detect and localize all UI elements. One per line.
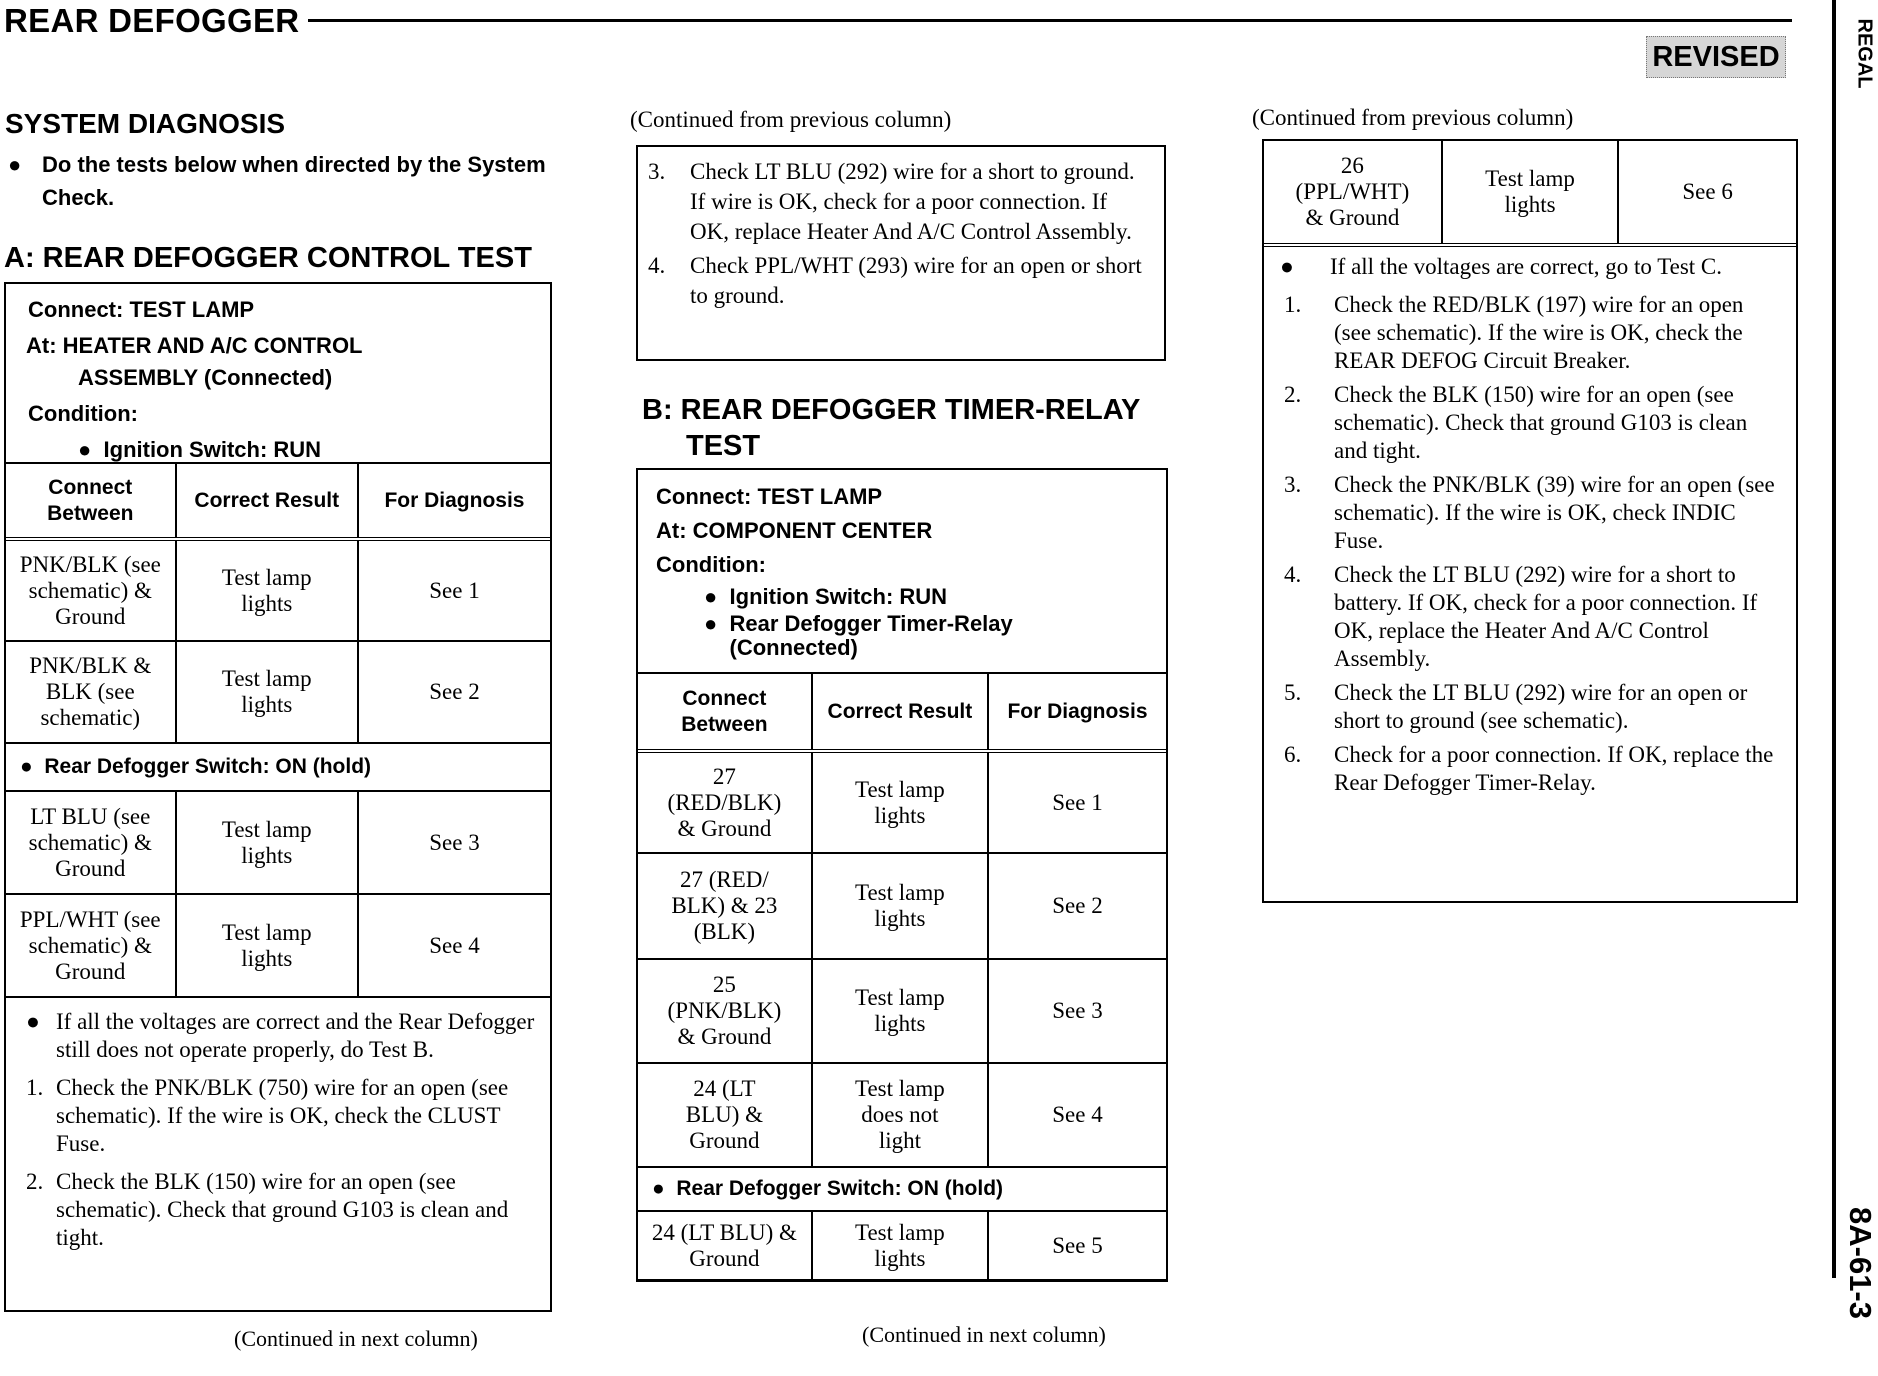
test-b-table-continued (1262, 139, 1798, 247)
table-row (637, 1063, 1167, 1167)
continued-from: (Continued from previous column) (630, 107, 952, 132)
cell-result: Test lamp lights (176, 641, 358, 743)
cell-connect: 27 (RED/ BLK) & 23 (BLK) (637, 853, 812, 959)
cell-diagnosis: See 2 (358, 641, 551, 743)
step-item: 6. Check for a poor connection. If OK, replace the Rear Defogger Timer-Relay. (1284, 742, 1774, 795)
test-a-notes (6, 998, 550, 1252)
col3-notes (1264, 247, 1796, 797)
table-row (637, 1211, 1167, 1281)
test-b-connect: Connect: TEST LAMP (656, 484, 883, 509)
bullet-icon: ● (8, 152, 22, 177)
table-row (637, 853, 1167, 959)
test-a-heading: A: REAR DEFOGGER CONTROL TEST (4, 242, 532, 274)
bullet-icon: ● (652, 1177, 677, 1200)
continued-from: (Continued from previous column) (1252, 105, 1574, 130)
cell-connect: 26 (PPL/WHT) & Ground (1263, 140, 1442, 245)
cell-result: Test lamp lights (176, 539, 358, 641)
table-row (5, 539, 551, 641)
cell-diagnosis: See 3 (988, 959, 1167, 1063)
cell-diagnosis: See 3 (358, 791, 551, 894)
cell-diagnosis: See 2 (988, 853, 1167, 959)
test-b-heading: B: REAR DEFOGGER TIMER-RELAY TEST (642, 394, 1141, 462)
col-header: Correct Result (176, 463, 358, 539)
cell-result: Test lamp lights (176, 791, 358, 894)
side-label: REGAL (1853, 18, 1876, 89)
test-b-box (636, 468, 1168, 1281)
cell-diagnosis: See 4 (358, 894, 551, 997)
test-a-at: At: HEATER AND A/C CONTROL (26, 333, 363, 358)
cell-connect: 24 (LT BLU) & Ground (637, 1211, 812, 1281)
system-diagnosis-instruction: ● Do the tests below when directed by the System Check. (8, 148, 560, 214)
test-a-setup (6, 284, 550, 462)
revised-badge: REVISED (1646, 36, 1786, 78)
step-item: 5. Check the LT BLU (292) wire for an open or short to ground (see schematic). (1284, 680, 1748, 733)
bullet-icon: ● (1280, 254, 1294, 279)
page-title: REAR DEFOGGER (4, 2, 300, 39)
switch-note: ● Rear Defogger Switch: ON (hold) (5, 743, 551, 791)
cell-diagnosis: See 5 (988, 1211, 1167, 1281)
cell-connect: PNK/BLK (see schematic) & Ground (5, 539, 176, 641)
test-b-setup (638, 470, 1166, 672)
table-row (5, 641, 551, 743)
cell-diagnosis: See 6 (1618, 140, 1797, 245)
cell-diagnosis: See 1 (358, 539, 551, 641)
continued-next: (Continued in next column) (862, 1322, 1106, 1347)
bullet-note: ● If all the voltages are correct, go to Test C. (1280, 254, 1723, 279)
col-header: Connect Between (5, 463, 176, 539)
step-item: 1. Check the RED/BLK (197) wire for an open (see schematic). If the wire is OK, check the REAR DEFOG Circuit Breaker. (1284, 292, 1744, 373)
col-header: Correct Result (812, 673, 988, 751)
bullet-icon: ● (704, 611, 730, 636)
cell-result: Test lamp lights (176, 894, 358, 997)
bullet-icon: ● (26, 1009, 40, 1034)
cell-connect: LT BLU (see schematic) & Ground (5, 791, 176, 894)
step-item: 1. Check the PNK/BLK (750) wire for an open (see schematic). If the wire is OK, check the CLUST Fuse. (26, 1075, 509, 1156)
cell-connect: 25 (PNK/BLK) & Ground (637, 959, 812, 1063)
bullet-note: ● If all the voltages are correct and the Rear Defogger still does not operate properly, do Test B. (26, 1009, 535, 1062)
step-item: 3. Check LT BLU (292) wire for a short to ground. If wire is OK, check for a poor connection. If OK, replace Heater And A/C Control Assembly. (648, 159, 1135, 244)
test-a-box (4, 282, 552, 1312)
cell-diagnosis: See 1 (988, 751, 1167, 853)
cell-connect: 24 (LT BLU) & Ground (637, 1063, 812, 1167)
cell-result: Test lamp lights (1442, 140, 1618, 245)
cell-connect: 27 (RED/BLK) & Ground (637, 751, 812, 853)
step-item: 4. Check PPL/WHT (293) wire for an open or short to ground. (648, 253, 1142, 308)
step-item: 2. Check the BLK (150) wire for an open (see schematic). Check that ground G103 is clean and tight. (26, 1169, 509, 1250)
cell-connect: PPL/WHT (see schematic) & Ground (5, 894, 176, 997)
test-b-condition: Condition: (656, 552, 766, 577)
cell-diagnosis: See 4 (988, 1063, 1167, 1167)
table-row (5, 894, 551, 997)
cell-result: Test lamp lights (812, 1211, 988, 1281)
table-row (5, 791, 551, 894)
table-row (1263, 140, 1797, 245)
switch-note-row (637, 1167, 1167, 1211)
test-b-cond-item: ● Rear Defogger Timer-Relay (Connected) (704, 611, 1013, 660)
test-b-at: At: COMPONENT CENTER (656, 518, 933, 543)
test-a-table (4, 462, 552, 998)
bullet-icon: ● (20, 755, 45, 778)
side-rule (1832, 0, 1836, 1278)
col-header: Connect Between (637, 673, 812, 751)
step-item: 4. Check the LT BLU (292) wire for a short to battery. If OK, check for a poor connection. If OK, replace the Heater And A/C Control Assembly. (1284, 562, 1758, 671)
table-row (637, 751, 1167, 853)
switch-note: ● Rear Defogger Switch: ON (hold) (637, 1167, 1167, 1211)
test-b-cond-item: ● Ignition Switch: RUN (704, 584, 948, 609)
cell-connect: PNK/BLK & BLK (see schematic) (5, 641, 176, 743)
continued-next: (Continued in next column) (234, 1326, 478, 1351)
title-rule (308, 19, 1792, 22)
switch-note-row (5, 743, 551, 791)
test-b-table (636, 672, 1168, 1282)
bullet-icon: ● (78, 437, 104, 462)
col3-box (1262, 139, 1798, 903)
test-a-connect: Connect: TEST LAMP (28, 297, 255, 322)
bullet-icon: ● (704, 584, 730, 609)
step-item: 3. Check the PNK/BLK (39) wire for an open (see schematic). If the wire is OK, check INDIC Fuse. (1284, 472, 1775, 553)
system-diagnosis-heading: SYSTEM DIAGNOSIS (5, 108, 286, 139)
cell-result: Test lamp lights (812, 959, 988, 1063)
table-row (637, 959, 1167, 1063)
step-item: 2. Check the BLK (150) wire for an open (see schematic). Check that ground G103 is clean and tight. (1284, 382, 1748, 463)
cell-result: Test lamp lights (812, 751, 988, 853)
col-header: For Diagnosis (988, 673, 1167, 751)
col-header: For Diagnosis (358, 463, 551, 539)
test-a-cond-item: ● Ignition Switch: RUN (78, 437, 322, 462)
test-a-condition: Condition: (28, 401, 138, 426)
cell-result: Test lamp lights (812, 853, 988, 959)
page-number: 8A-61-3 (1843, 1207, 1878, 1319)
test-a-at-cont: ASSEMBLY (Connected) (78, 365, 333, 390)
col2-steps-box (636, 145, 1166, 361)
cell-result: Test lamp does not light (812, 1063, 988, 1167)
